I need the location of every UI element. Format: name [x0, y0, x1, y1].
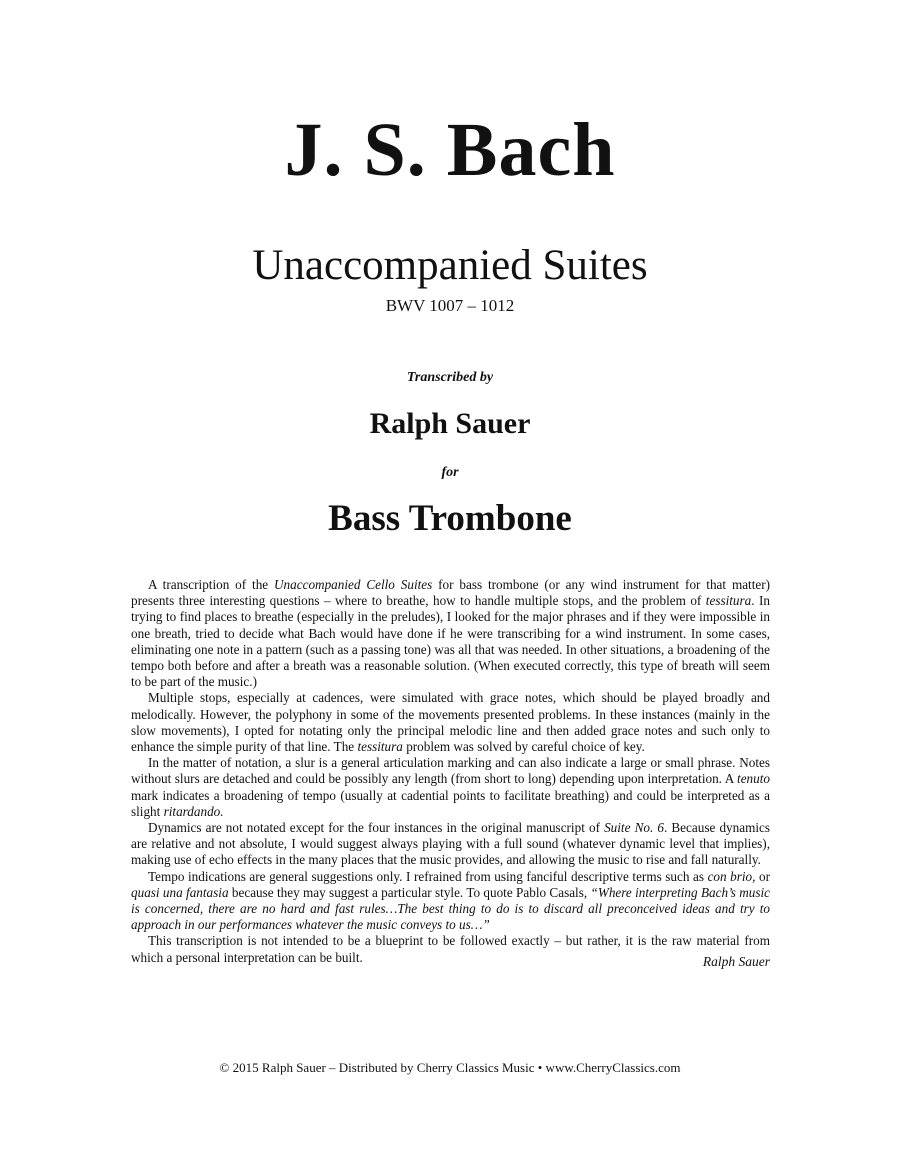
- preface-paragraph-breathing: [131, 577, 770, 690]
- preface-emphasis: tenuto: [737, 771, 770, 787]
- preface-text: A transcription of the: [148, 577, 275, 592]
- for-label: for: [441, 465, 459, 480]
- preface-paragraph-tempo: [131, 869, 770, 934]
- preface-text: Dynamics are not notated except for the four instances in the original manuscript of: [148, 820, 605, 836]
- transcriber-name: Ralph Sauer: [369, 407, 531, 440]
- preface-text: Multiple stops, especially at cadences, were simulated with grace notes, which should be played broadly and melodically. However, the polyphony in some of the movements presented problems. In these instances (mainly in the slow movements), I opted for notating only the principal melodic line and then added grace notes and such only to enhance the simple purity of that line. The: [131, 690, 770, 755]
- preface-emphasis: con brio,: [707, 868, 756, 884]
- signature: Ralph Sauer: [702, 954, 770, 969]
- preface-text: because they may suggest a particular style. To quote Pablo Casals,: [228, 884, 591, 900]
- preface-emphasis: Suite No. 6: [604, 820, 664, 836]
- preface-emphasis: Unaccompanied Cello Suites: [274, 577, 433, 592]
- transcribed-by-label: Transcribed by: [406, 370, 494, 385]
- preface-text: for bass trombone (or any wind instrument for that matter) presents three interesting questions – where to breathe, how to handle multiple stops, and the problem of: [131, 577, 771, 609]
- preface-paragraph-stops: [131, 690, 770, 755]
- preface-paragraph-dynamics: [131, 820, 770, 869]
- composer-name: J. S. Bach: [284, 108, 616, 192]
- preface-text: Tempo indications are general suggestions only. I refrained from using fanciful descriptive terms such as: [148, 868, 708, 884]
- preface-emphasis: ritardando.: [163, 803, 224, 819]
- preface-text: or: [755, 868, 770, 884]
- preface: [131, 577, 770, 966]
- preface-emphasis: quasi una fantasia: [131, 884, 229, 900]
- preface-text: In the matter of notation, a slur is a general articulation marking and can also indicate a large or small phrase. Notes without slurs are detached and could be possibly any length (from short to long) depending upon interpretation. A: [131, 755, 770, 787]
- casals-quote: “Where interpreting Bach’s music is concerned, there are no hard and fast rules…The best thing to do is to discard all preconceived ideas and try to approach in our performances whatever the music conveys to us…”: [131, 884, 770, 933]
- preface-text: mark indicates a broadening of tempo (usually at cadential points to facilitate breathing) and could be interpreted as a slight: [131, 787, 770, 819]
- preface-emphasis: tessitura: [705, 593, 752, 609]
- copyright-footer: © 2015 Ralph Sauer – Distributed by Cherry Classics Music • www.CherryClassics.com: [219, 1060, 681, 1075]
- preface-text: . In trying to find places to breathe (especially in the preludes), I looked for the major phrases and if they were impossible in one breath, tried to decide what Bach would have done if he were transcribing for a wind instrument. In some cases, eliminating one note in a pattern (such as a passing tone) was all that was needed. In other situations, a broadening of the tempo both before and after a breath was a reasonable solution. (When executed correctly, this type of breath will seem to be part of the music.): [131, 593, 770, 690]
- instrument-name: Bass Trombone: [328, 498, 572, 539]
- preface-text: This transcription is not intended to be a blueprint to be followed exactly – but rather, it is the raw material from which a personal interpretation can be built.: [131, 933, 770, 965]
- preface-emphasis: tessitura: [357, 739, 403, 755]
- preface-text: problem was solved by careful choice of key.: [402, 739, 645, 755]
- preface-text: . Because dynamics are relative and not absolute, I would suggest always playing with a full sound (whatever dynamic level that implies), making use of echo effects in the many places that the music provides, and allowing the music to rise and fall naturally.: [131, 820, 770, 868]
- preface-paragraph-notation: [131, 755, 770, 820]
- work-title: Unaccompanied Suites: [252, 242, 648, 289]
- catalog-number: BWV 1007 – 1012: [385, 296, 515, 315]
